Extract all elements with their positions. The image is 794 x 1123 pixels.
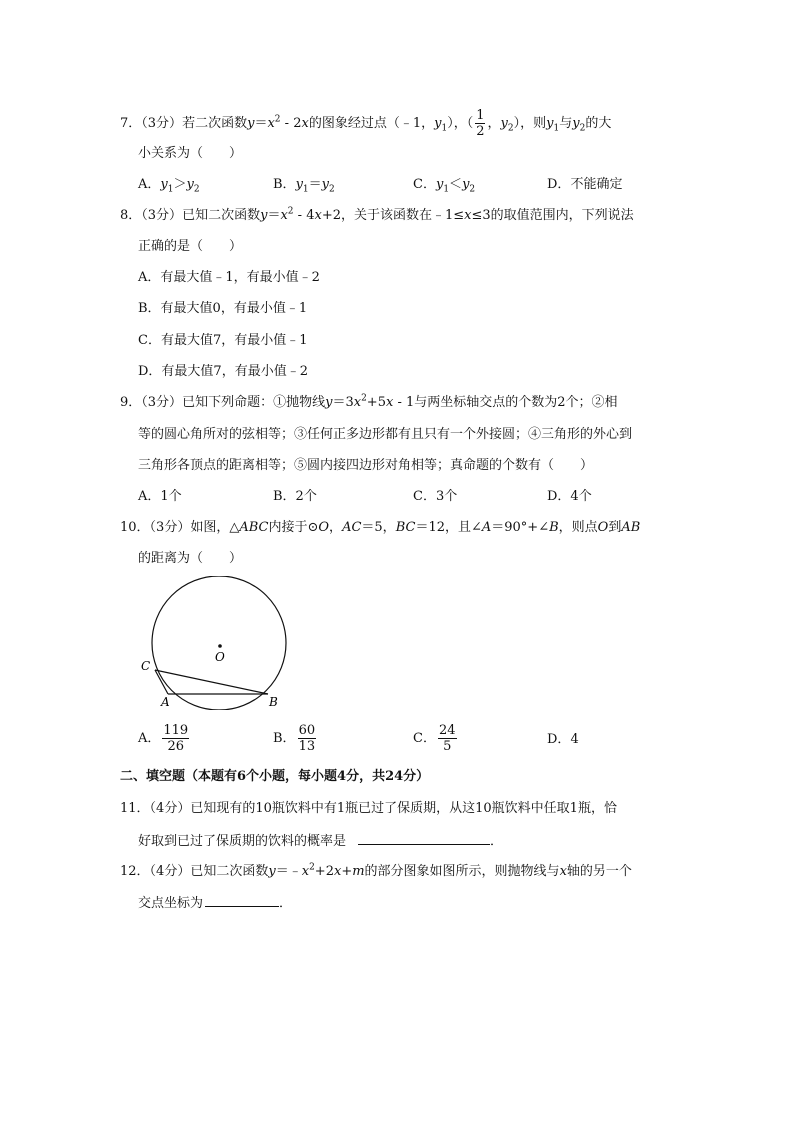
q9-score: （3分） — [141, 395, 183, 410]
q7-var-x: x — [267, 116, 275, 131]
q7-option-a-va: y — [160, 177, 168, 192]
q10-option-c-den: 5 — [443, 739, 452, 754]
q7-option-a-sa: 1 — [167, 184, 174, 195]
q12-text6: 轴的另一个 — [566, 864, 632, 879]
q7-option-b — [273, 176, 335, 194]
q7-text6: 与 — [559, 116, 573, 131]
q10-a: A — [481, 520, 492, 535]
q12-var-x2: x — [333, 864, 342, 879]
q9-var-x2: x — [385, 395, 394, 410]
q7-option-c-va: y — [435, 177, 444, 192]
q12-text3: +2 — [314, 864, 334, 879]
q10-center-point — [218, 644, 222, 648]
q10-circumcircle — [152, 576, 286, 710]
q12-plus: + — [341, 864, 353, 879]
q11-text2: 好取到已过了保质期的饮料的概率是 — [138, 834, 347, 849]
q7-number: 7． — [120, 116, 142, 131]
q9-text3: +5 — [366, 395, 386, 410]
q7-option-c-label: C． — [413, 177, 436, 192]
q10-option-b-fraction — [298, 723, 317, 754]
q10-ac: AC — [342, 520, 362, 535]
q8-text2: - 4 — [293, 208, 315, 223]
q8-var-x: x — [280, 208, 288, 223]
q12-score: （4分） — [149, 864, 191, 879]
q10-option-a — [138, 723, 191, 754]
q10-abc: ABC — [239, 520, 269, 535]
q12-var-x3: x — [559, 864, 567, 879]
q12-answer-blank[interactable] — [205, 894, 279, 907]
q9-option-a: A．1个 — [138, 489, 182, 504]
q8-var-x3: x — [464, 208, 472, 223]
q7-fraction — [475, 108, 485, 139]
q12-text5: 的部分图象如图所示，则抛物线与 — [364, 864, 560, 879]
q12-number: 12． — [120, 864, 150, 879]
q7-fraction-num: 1 — [476, 108, 485, 123]
q7-y2b: y — [572, 116, 580, 131]
section-2-heading: 二、填空题（本题有6个小题，每小题4分，共24分） — [120, 769, 430, 784]
q10-text6: ＝90°+∠ — [491, 520, 550, 535]
q7-option-b-op: ＝ — [308, 177, 322, 192]
q10-line1 — [120, 519, 640, 537]
q7-y1-sub: 1 — [441, 123, 448, 134]
q7-option-b-sb: 2 — [329, 184, 335, 195]
q9-option-c: C．3个 — [413, 489, 458, 504]
q7-comma: ， — [487, 116, 501, 131]
q12-period: ． — [279, 896, 293, 911]
q10-label-a: A — [161, 695, 170, 709]
q10-text4: ＝5， — [361, 520, 396, 535]
q11-line2 — [138, 832, 503, 851]
q7-equals: ＝ — [254, 116, 268, 131]
q7-option-c — [413, 176, 475, 194]
q7-y2: y — [500, 116, 508, 131]
q10-circle-figure — [138, 576, 298, 710]
q10-segment-ca — [155, 670, 168, 694]
q10-option-b — [273, 723, 318, 754]
q7-option-c-sb: 2 — [469, 184, 476, 195]
q10-option-c-fraction — [438, 723, 457, 754]
q10-text5: ＝12，且∠ — [415, 520, 482, 535]
q8-line1 — [120, 207, 634, 225]
q12-line1 — [120, 863, 632, 881]
q10-number: 10． — [120, 520, 150, 535]
q12-text: 已知二次函数 — [190, 864, 269, 879]
q10-option-d — [547, 731, 579, 749]
q10-label-c: C — [141, 659, 151, 673]
q7-text2: 的图象经过点（﹣1， — [308, 116, 435, 131]
q10-b: B — [549, 520, 559, 535]
q7-y1b: y — [546, 116, 554, 131]
q7-option-b-sa: 1 — [302, 184, 309, 195]
q10-option-c-label: C． — [413, 731, 436, 746]
q10-option-b-den: 13 — [298, 739, 316, 754]
q12-exponent: 2 — [309, 862, 315, 873]
q10-bc: BC — [395, 520, 416, 535]
q10-option-d-label: D． — [547, 732, 571, 747]
q8-text4: ≤3的取值范围内，下列说法 — [471, 208, 634, 223]
q12-line2 — [138, 894, 292, 913]
q10-line2: 的距离为（ ） — [138, 551, 243, 566]
q7-y1b-sub: 1 — [553, 123, 560, 134]
q9-option-d: D．4个 — [547, 489, 592, 504]
q7-line2: 小关系为（ ） — [138, 146, 243, 161]
q10-option-a-label: A． — [138, 731, 161, 746]
q7-option-a-label: A． — [138, 177, 161, 192]
q7-line1 — [120, 108, 611, 139]
q7-option-b-va: y — [295, 177, 303, 192]
q9-text: 已知下列命题：①抛物线 — [182, 395, 326, 410]
q10-option-a-den: 26 — [167, 739, 185, 754]
q11-score: （4分） — [149, 801, 191, 816]
q10-o2: O — [597, 520, 609, 535]
q10-text8: 到 — [608, 520, 622, 535]
q7-fraction-den: 2 — [476, 124, 485, 139]
q8-line2: 正确的是（ ） — [138, 239, 243, 254]
q10-text: 如图，△ — [190, 520, 240, 535]
q8-text: 已知二次函数 — [182, 208, 261, 223]
q7-option-a-sb: 2 — [193, 184, 200, 195]
q10-option-c-num: 24 — [438, 723, 456, 738]
q7-y2b-sub: 2 — [579, 123, 586, 134]
q10-text3: ， — [329, 520, 343, 535]
q7-text: 若二次函数 — [182, 116, 248, 131]
q9-text2: ＝3 — [332, 395, 354, 410]
q7-option-d-label: D． — [547, 177, 571, 192]
q10-text2: 内接于⊙ — [268, 520, 319, 535]
q7-var-x2: x — [301, 116, 309, 131]
q10-option-b-num: 60 — [298, 723, 316, 738]
q10-label-b: B — [269, 695, 278, 709]
q7-option-c-op: ＜ — [449, 177, 463, 192]
q10-label-o: O — [215, 650, 225, 664]
q9-var-y: y — [325, 395, 333, 410]
q10-option-d-text: 4 — [570, 732, 579, 747]
q7-minus: - 2 — [280, 116, 302, 131]
q10-ab: AB — [621, 520, 641, 535]
q8-number: 8． — [120, 208, 142, 223]
q7-option-a — [138, 176, 200, 194]
q7-var-y: y — [247, 116, 255, 131]
q8-text3: +2，关于该函数在﹣1≤ — [321, 208, 465, 223]
q8-option-a: A．有最大值﹣1，有最小值﹣2 — [138, 270, 320, 285]
q9-text4: - 1与两坐标轴交点的个数为2个；②相 — [393, 395, 618, 410]
q10-score: （3分） — [149, 520, 191, 535]
q7-exponent: 2 — [274, 114, 281, 125]
q7-text3: ），（ — [447, 116, 474, 131]
q8-score: （3分） — [141, 208, 183, 223]
q7-option-d — [547, 176, 622, 194]
q8-equals: ＝ — [267, 208, 281, 223]
q10-option-c — [413, 723, 459, 754]
q12-var-y: y — [268, 864, 276, 879]
q12-text-line2: 交点坐标为 — [138, 896, 204, 911]
q11-period: ． — [490, 834, 504, 849]
q7-option-c-vb: y — [462, 177, 470, 192]
q9-line1 — [120, 394, 618, 412]
q10-option-a-fraction — [162, 723, 189, 754]
q7-option-a-vb: y — [186, 177, 194, 192]
q9-option-b: B．2个 — [273, 489, 317, 504]
q9-number: 9． — [120, 395, 142, 410]
q7-option-b-vb: y — [321, 177, 330, 192]
q10-option-b-label: B． — [273, 731, 296, 746]
q7-option-b-label: B． — [273, 177, 296, 192]
q8-var-y: y — [260, 208, 268, 223]
q8-exponent: 2 — [287, 206, 294, 217]
q9-line3: 三角形各顶点的距离相等；⑤圆内接四边形对角相等；真命题的个数有（ ） — [138, 458, 594, 473]
q12-text2: ＝﹣ — [275, 864, 302, 879]
q9-exponent: 2 — [361, 393, 367, 404]
q8-option-c: C．有最大值7，有最小值﹣1 — [138, 333, 308, 348]
q7-score: （3分） — [141, 116, 183, 131]
q7-text5: ），则 — [513, 116, 547, 131]
q7-option-a-op: ＞ — [173, 177, 187, 192]
q10-text7: ，则点 — [558, 520, 598, 535]
q7-text7: 的大 — [585, 116, 612, 131]
q8-option-b: B．有最大值0，有最小值﹣1 — [138, 301, 308, 316]
q9-var-x: x — [353, 395, 362, 410]
q7-y2-sub: 2 — [507, 123, 514, 134]
q10-o1: O — [318, 520, 330, 535]
q7-y1: y — [434, 116, 442, 131]
q11-answer-blank[interactable] — [358, 832, 490, 845]
q7-option-d-text: 不能确定 — [570, 177, 623, 192]
q7-option-c-sa: 1 — [443, 184, 450, 195]
q11-line1 — [120, 800, 617, 818]
q11-text: 已知现有的10瓶饮料中有1瓶已过了保质期，从这10瓶饮料中任取1瓶，恰 — [190, 801, 617, 816]
q8-var-x2: x — [314, 208, 322, 223]
q10-option-a-num: 119 — [163, 723, 189, 738]
q9-line2: 等的圆心角所对的弦相等；③任何正多边形都有且只有一个外接圆；④三角形的外心到 — [138, 427, 633, 442]
q12-var-x: x — [301, 864, 310, 879]
q8-option-d: D．有最大值7，有最小值﹣2 — [138, 364, 308, 379]
q11-number: 11． — [120, 801, 150, 816]
q12-var-m: m — [352, 864, 365, 879]
